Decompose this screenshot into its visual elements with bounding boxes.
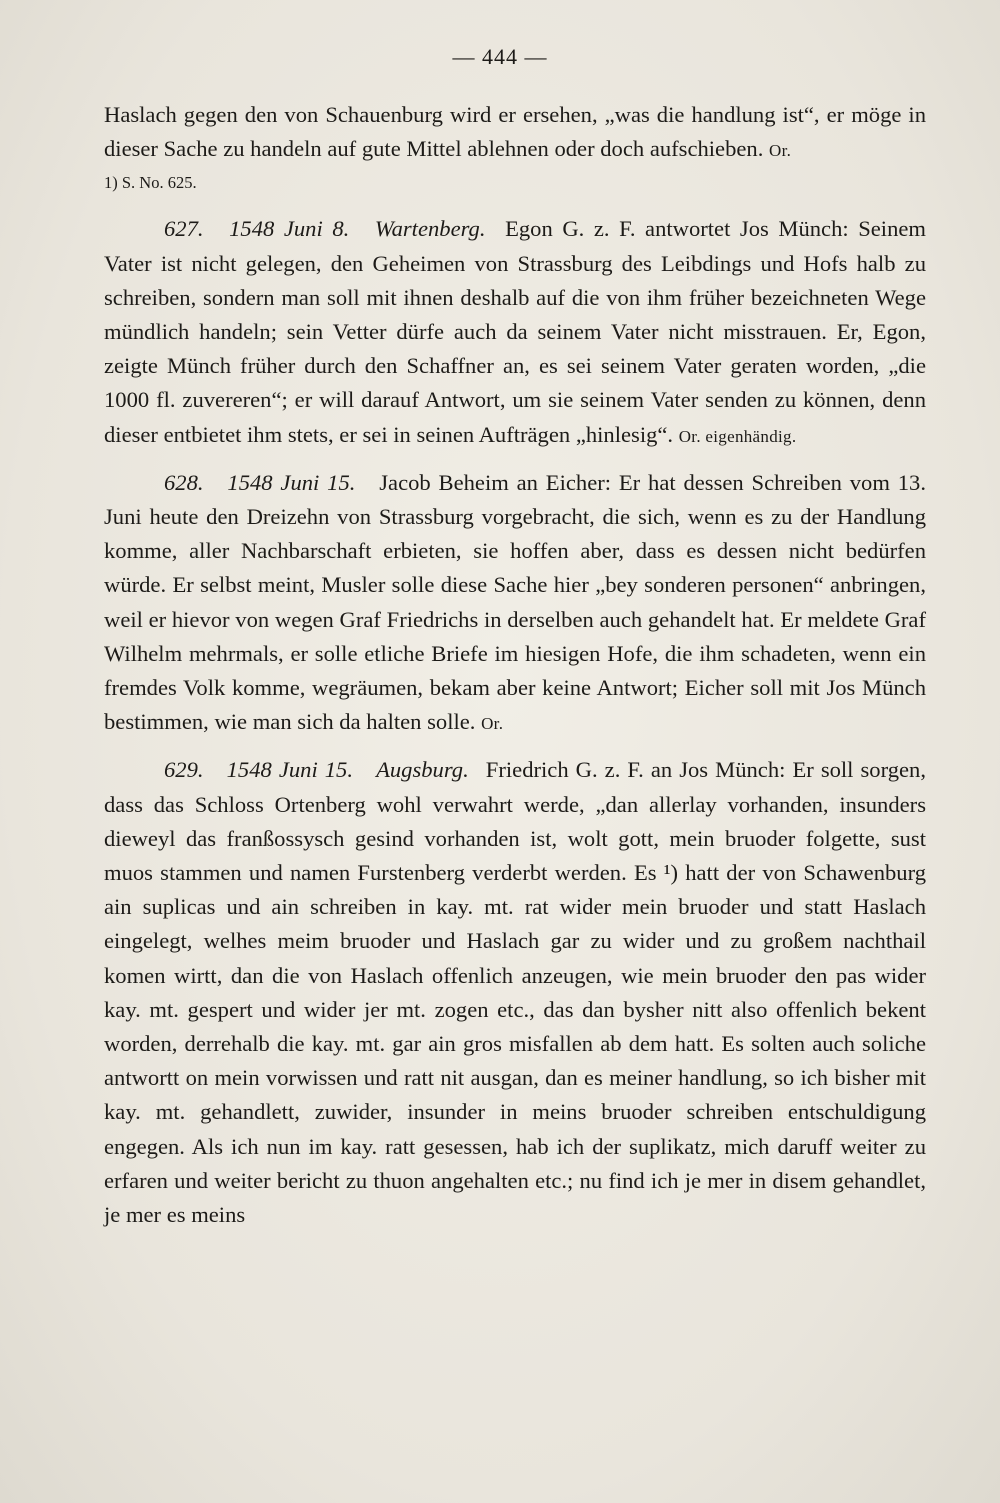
entry-place: Wartenberg. (374, 216, 486, 242)
entry-627 (104, 212, 926, 453)
intro-paragraph (104, 98, 926, 168)
entry-source: Or. (481, 714, 504, 734)
entry-date: 1548 Juni 8. (229, 216, 350, 242)
footnote: 1) S. No. 625. (104, 173, 197, 193)
page-body (104, 98, 926, 1232)
entry-date: 1548 Juni 15. (226, 757, 354, 783)
entry-body: Egon G. z. F. antwortet Jos Münch: Seinem Vater ist nicht gelegen, den Geheimen von Strassburg des Leibdings und Hofs halb zu schreiben, sondern man soll mit ihnen deshalb auf die von ihm früher bezeichneten Wege mündlich handeln; sein Vetter dürfe auch da seinem Vater nicht misstrauen. Er, Egon, zeigte Münch früher durch den Schaffner an, es sei seinem Vater geraten worden, „die 1000 fl. zuvereren“; er will darauf Antwort, um sie seinem Vater senden zu können, denn dieser entbietet ihm stets, er sei in seinen Aufträgen „hinlesig“. (104, 216, 926, 447)
entry-body: Jacob Beheim an Eicher: Er hat dessen Schreiben vom 13. Juni heute den Dreizehn von Strassburg vorgebracht, die sich, wenn es zu der Handlung komme, aller Nachbarschaft erbieten, sie hoffen aber, dass es dessen nicht bedürfen würde. Er selbst meint, Musler solle diese Sache hier „bey sonderen personen“ anbringen, weil er hievor von wegen Graf Friedrichs in derselben auch gehandelt hat. Er meldete Graf Wilhelm mehrmals, er solle etliche Briefe im hiesigen Hofe, die ihm schadeten, wenn ein fremdes Volk komme, wegräumen, bekam aber keine Antwort; Eicher soll mit Jos Münch bestimmen, wie man sich da halten solle. (104, 469, 926, 735)
entry-629 (104, 753, 926, 1232)
entry-628 (104, 466, 926, 742)
page-number: — 444 — (452, 44, 548, 69)
entry-place: Augsburg. (376, 757, 469, 783)
entry-number: 629. (164, 757, 204, 783)
entry-source: Or. eigenhändig. (678, 426, 797, 446)
intro-text: Haslach gegen den von Schauenburg wird er ersehen, „was die handlung ist“, er möge in dieser Sache zu handeln auf gute Mittel ablehnen oder doch aufschieben. (104, 102, 926, 162)
entry-date: 1548 Juni 15. (227, 469, 356, 495)
paragraph-gap (104, 741, 926, 753)
entry-number: 628. (164, 469, 204, 495)
intro-source: Or. (769, 141, 792, 161)
entry-body: Friedrich G. z. F. an Jos Münch: Er soll sorgen, dass das Schloss Ortenberg wohl verwahrt werde, „dan allerlay vorhanden, insunders dieweyl das franßossysch gesind vorhanden ist, wolt gott, mein bruoder folgette, sust muos stammen und namen Furstenberg verderbt werden. Es ¹) hatt der von Schawenburg ain suplicas und ain schreiben in kay. mt. rat wider mein bruoder und statt Haslach eingelegt, welhes meim bruoder und Haslach gar zu wider und zu großem nachthail komen wirtt, dan die von Haslach offenlich anzeugen, wie mein bruoder den pas wider kay. mt. gespert und wider jer mt. zogen etc., das dan bysher nitt also offenlich bekent worden, derrehalb die kay. mt. gar ain gros misfallen ab dem hatt. Es solten auch soliche antwortt on mein vorwissen und ratt nit ausgan, dan es meiner handlung, so ich bisher mit kay. mt. gehandlett, zuwider, insunder in meins bruoder schreiben entschuldigung engegen. Als ich nun im kay. ratt gesessen, hab ich der suplikatz, mich daruff weiter zu erfaren und weiter bericht zu thuon angehalten etc.; nu find ich je mer in disem gehandlet, je mer es meins (104, 757, 926, 1228)
entry-number: 627. (164, 216, 204, 242)
paragraph-gap (104, 454, 926, 466)
